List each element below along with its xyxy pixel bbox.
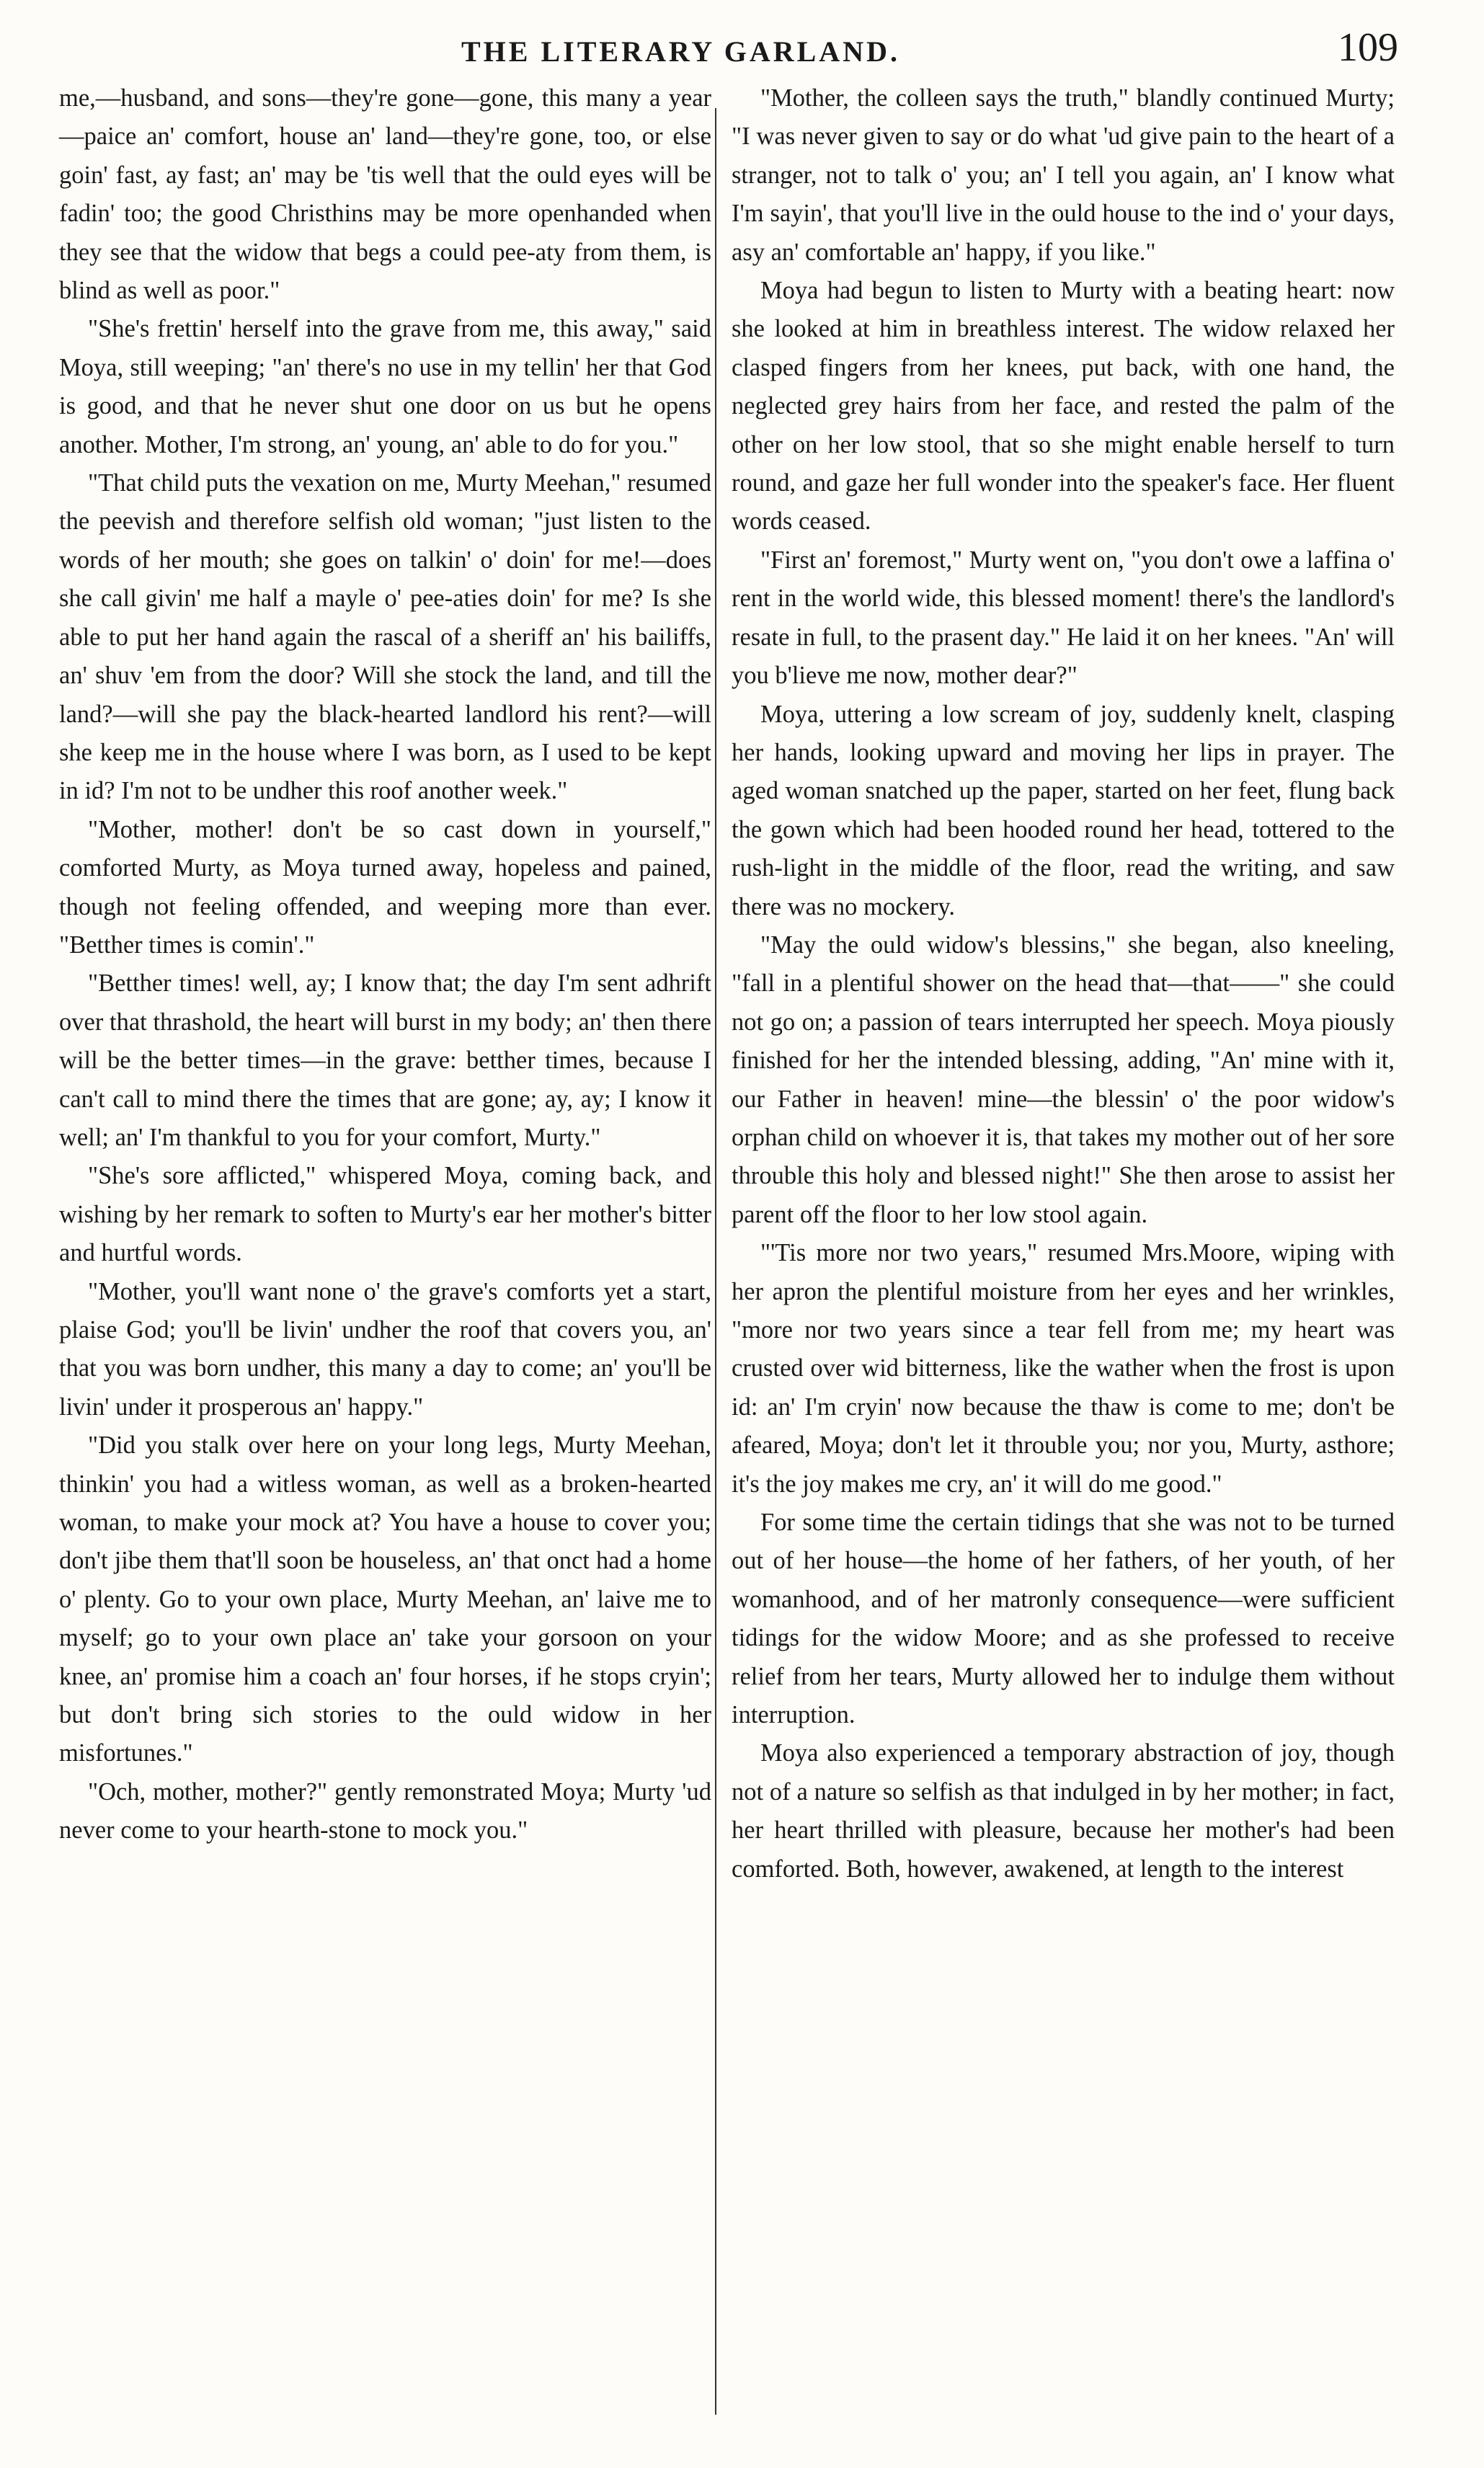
running-header xyxy=(101,25,1398,79)
paragraph: "Mother, you'll want none o' the grave's comforts yet a start, plaise God; you'll be livin' undher the roof that covers you, an' that you was born undher, this many a day to come; an' you'll be livin' under it prosperous an' happy." xyxy=(59,1277,711,1421)
paragraph: "May the ould widow's blessins," she began, also kneeling, "fall in a plentiful shower on the head that—that——" she could not go on; a passion of tears interrupted her speech. Moya piously finished for her the intended blessing, adding, "An' mine with it, our Father in heaven! mine—the blessin' o' the poor widow's orphan child on whoever it is, that takes my mother out of her sore throuble this holy and blessed night!" She then arose to assist her parent off the floor to her low stool again. xyxy=(732,931,1395,1228)
paragraph: For some time the certain tidings that she was not to be turned out of her house—the home of her fathers, of her youth, of her womanhood, and of her matronly consequence—were sufficient tidings for the widow Moore; and as she professed to receive relief from her tears, Murty allowed her to indulge them without interruption. xyxy=(732,1509,1395,1729)
left-column xyxy=(59,79,711,1850)
paragraph: "Mother, the colleen says the truth," blandly continued Murty; "I was never given to say or do what 'ud give pain to the heart of a stranger, not to talk o' you; an' I tell you again, an' I know what I'm sayin', that you'll live in the ould house to the ind o' your days, asy an' comfortable an' happy, if you like." xyxy=(732,84,1395,266)
right-column xyxy=(732,79,1395,1888)
paragraph: "She's sore afflicted," whispered Moya, coming back, and wishing by her remark to soften to Murty's ear her mother's bitter and hurtful words. xyxy=(59,1162,711,1267)
paragraph: Moya had begun to listen to Murty with a beating heart: now she looked at him in breathless interest. The widow relaxed her clasped fingers from her knees, put back, with one hand, the neglected grey hairs from her face, and rested the palm of the other on her low stool, that so she might enable herself to turn round, and gaze her full wonder into the speaker's face. Her fluent words ceased. xyxy=(732,277,1395,536)
paragraph: Moya also experienced a temporary abstraction of joy, though not of a nature so selfish as that indulged in by her mother; in fact, her heart thrilled with pleasure, because her mother's had been comforted. Both, however, awakened, at length to the interest xyxy=(732,1739,1395,1883)
paragraph: me,—husband, and sons—they're gone—gone, this many a year—paice an' comfort, house an' land—they're gone, too, or else goin' fast, ay fast; an' may be 'tis well that the ould eyes will be fadin' too; the good Christhins may be more openhanded when they see that the widow that begs a could pee-aty from them, is blind as well as poor." xyxy=(59,84,711,305)
paragraph: "'Tis more nor two years," resumed Mrs.Moore, wiping with her apron the plentiful moisture from her eyes and her wrinkles, "more nor two years since a tear fell from me; my heart was crusted over wid bitterness, like the wather when the frost is upon id: an' I'm cryin' now because the thaw is come to me; don't be afeared, Moya; don't let it throuble you; nor you, Murty, asthore; it's the joy makes me cry, an' it will do me good." xyxy=(732,1239,1395,1498)
paragraph: "Och, mother, mother?" gently remonstrated Moya; Murty 'ud never come to your hearth-stone to mock you." xyxy=(59,1777,711,1845)
page-number: 109 xyxy=(1338,25,1398,70)
paragraph: "Betther times! well, ay; I know that; the day I'm sent adhrift over that thrashold, the heart will burst in my body; an' then there will be the better times—in the grave: betther times, because I can't call to mind there the times that are gone; ay, ay; I know it well; an' I'm thankful to you for your comfort, Murty." xyxy=(59,969,711,1151)
paragraph: "Did you stalk over here on your long legs, Murty Meehan, thinkin' you had a witless woman, as well as a broken-hearted woman, to make your mock at? You have a house to cover you; don't jibe them that'll soon be houseless, an' that onct had a home o' plenty. Go to your own place, Murty Meehan, an' laive me to myself; go to your own place an' take your gorsoon on your knee, an' promise him a coach an' four horses, if he stops cryin'; but don't bring sich stories to the ould widow in her misfortunes." xyxy=(59,1431,711,1767)
journal-title: THE LITERARY GARLAND. xyxy=(461,35,900,68)
paragraph: "First an' foremost," Murty went on, "you don't owe a laffina o' rent in the world wide, this blessed moment! there's the landlord's resate in full, to the prasent day." He laid it on her knees. "An' will you b'lieve me now, mother dear?" xyxy=(732,546,1395,690)
column-divider xyxy=(715,108,716,2415)
paragraph: Moya, uttering a low scream of joy, suddenly knelt, clasping her hands, looking upward and moving her lips in prayer. The aged woman snatched up the paper, started on her feet, flung back the gown which had been hooded round her head, tottered to the rush-light in the middle of the floor, read the writing, and saw there was no mockery. xyxy=(732,700,1395,920)
paragraph: "She's frettin' herself into the grave from me, this away," said Moya, still weeping; "an' there's no use in my tellin' her that God is good, and that he never shut one door on us but he opens another. Mother, I'm strong, an' young, an' able to do for you." xyxy=(59,315,711,458)
paragraph: "Mother, mother! don't be so cast down in yourself," comforted Murty, as Moya turned away, hopeless and pained, though not feeling offended, and weeping more than ever. "Betther times is comin'." xyxy=(59,815,711,959)
paragraph: "That child puts the vexation on me, Murty Meehan," resumed the peevish and therefore selfish old woman; "just listen to the words of her mouth; she goes on talkin' o' doin' for me!—does she call givin' me half a mayle o' pee-aties doin' for me? Is she able to put her hand again the rascal of a sheriff an' his bailiffs, an' shuv 'em from the door? Will she stock the land, and till the land?—will she pay the black-hearted landlord his rent?—will she keep me in the house where I was born, as I used to be kept in id? I'm not to be undher this roof another week." xyxy=(59,469,711,805)
